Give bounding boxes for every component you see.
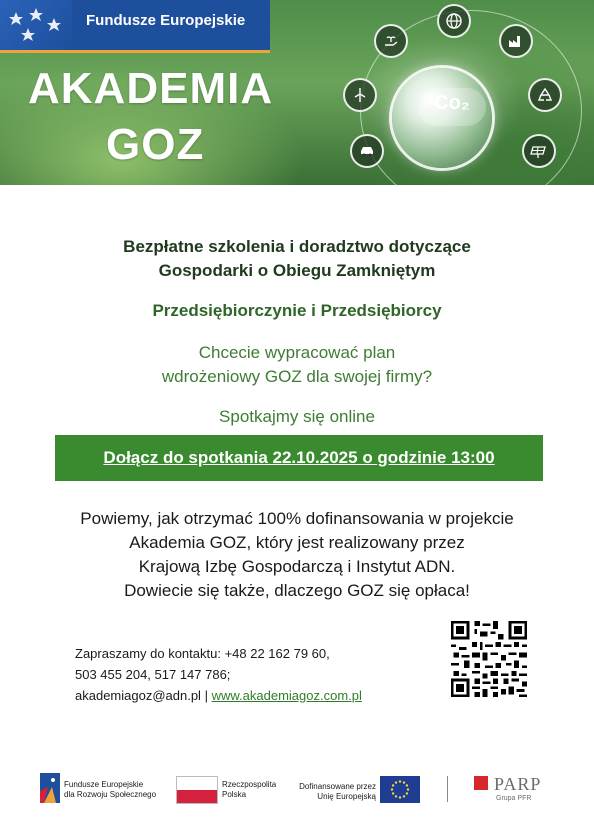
parp-name: PARP <box>494 774 542 794</box>
electric-car-icon <box>350 134 384 168</box>
body-line-4: Dowiecie się także, dlaczego GOZ się opłaca! <box>124 581 470 600</box>
join-meeting-link[interactable]: Dołącz do spotkania 22.10.2025 o godzinie 13:00 <box>103 448 495 467</box>
fe-line-2: dla Rozwoju Społecznego <box>64 790 157 799</box>
qr-code[interactable] <box>449 621 529 697</box>
contact-separator: | <box>204 688 208 703</box>
website-link[interactable]: www.akademiagoz.com.pl <box>211 688 362 703</box>
meet-online-text: Spotkajmy się online <box>219 407 375 426</box>
contact-line-3 <box>75 685 362 706</box>
brand-label: Fundusze Europejskie <box>86 12 246 29</box>
factory-icon <box>499 24 533 58</box>
rp-line-1: Rzeczpospolita <box>222 780 277 789</box>
hand-plant-icon <box>374 24 408 58</box>
fe-logo-text <box>64 780 156 800</box>
headline-line-2: Gospodarki o Obiegu Zamkniętym <box>158 261 436 280</box>
parp-logo <box>474 774 554 804</box>
ue-line-1: Dofinansowane przez <box>299 782 376 791</box>
solar-panel-icon <box>522 134 556 168</box>
body-line-3: Krajową Izbę Gospodarczą i Instytut ADN. <box>138 557 456 576</box>
rp-line-2: Polska <box>222 790 247 799</box>
question-line-2: wdrożeniowy GOZ dla swojej firmy? <box>161 367 433 386</box>
recycle-icon <box>528 78 562 112</box>
brand-tag <box>0 0 270 53</box>
question-line-1: Chcecie wypracować plan <box>198 343 396 362</box>
contact-email[interactable]: akademiagoz@adn.pl <box>75 688 201 703</box>
headline <box>0 235 594 283</box>
title-line-1: AKADEMIA <box>28 64 274 113</box>
rp-logo-text <box>222 780 276 800</box>
eu-flag-icon <box>380 776 420 803</box>
body-paragraph <box>0 507 594 603</box>
eu-stars-icon <box>0 0 72 50</box>
co2-badge: Co₂ <box>434 92 470 114</box>
wind-turbine-icon <box>343 78 377 112</box>
audience-heading: Przedsiębiorczynie i Przedsiębiorcy <box>152 301 442 320</box>
contact-line-2: 503 455 204, 517 147 786; <box>75 667 231 682</box>
title-line-2: GOZ <box>106 120 205 169</box>
ue-logo-text <box>298 782 376 802</box>
ue-line-2: Unię Europejską <box>317 792 376 801</box>
fundusze-europejskie-logo <box>40 773 60 803</box>
hero-banner <box>0 0 594 185</box>
join-meeting-banner[interactable] <box>55 435 543 481</box>
contact-line-1: Zapraszamy do kontaktu: +48 22 162 79 60, <box>75 646 330 661</box>
logo-divider <box>447 776 448 802</box>
contact-block <box>75 643 362 706</box>
parp-mark-icon <box>474 776 488 790</box>
globe-icon <box>437 4 471 38</box>
parp-subtitle: Grupa PFR <box>496 795 532 802</box>
polish-flag-icon <box>176 776 218 804</box>
question-text <box>0 341 594 389</box>
fe-line-1: Fundusze Europejskie <box>64 780 144 789</box>
headline-line-1: Bezpłatne szkolenia i doradztwo dotyczące <box>123 237 471 256</box>
body-line-2: Akademia GOZ, który jest realizowany przez <box>129 533 465 552</box>
body-line-1: Powiemy, jak otrzymać 100% dofinansowania w projekcie <box>80 509 514 528</box>
